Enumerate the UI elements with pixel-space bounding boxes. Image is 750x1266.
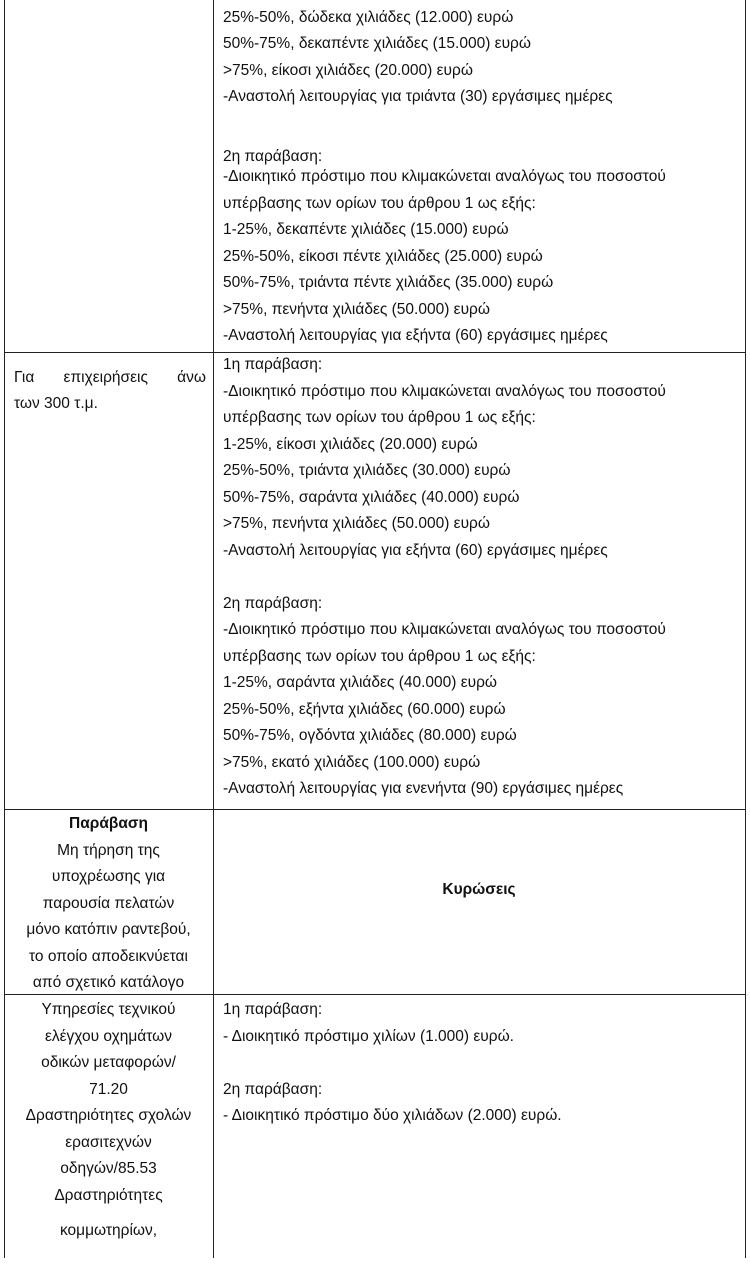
cell-line: 2η παράβαση: [223,1081,323,1098]
cell-line: 25%-50%, τριάντα χιλιάδες (30.000) ευρώ [223,462,511,479]
cell-line: υπέρβασης των ορίων του άρθρου 1 ως εξής: [223,409,536,426]
cell-line: 50%-75%, σαράντα χιλιάδες (40.000) ευρώ [223,489,520,506]
cell-line: 2η παράβαση: [223,595,323,612]
cell-line: -Αναστολή λειτουργίας για τριάντα (30) εργάσιμες ημέρες [223,88,613,105]
cell-line: 1-25%, δεκαπέντε χιλιάδες (15.000) ευρώ [223,221,509,238]
table-border-right [745,0,746,1258]
cell-line: - Διοικητικό πρόστιμο δύο χιλιάδων (2.000) ευρώ. [223,1107,562,1124]
sanctions-header: Κυρώσεις [442,881,516,898]
cell-line: το οποίο αποδεικνύεται [29,948,188,965]
cell-line: Για επιχειρήσεις άνω [14,369,206,386]
cell-line: >75%, πενήντα χιλιάδες (50.000) ευρώ [223,301,490,318]
cell-line: υπέρβασης των ορίων του άρθρου 1 ως εξής: [223,195,536,212]
cell-line: μόνο κατόπιν ραντεβού, [26,921,191,938]
cell-line: >75%, είκοσι χιλιάδες (20.000) ευρώ [223,62,473,79]
cell-line: υπέρβασης των ορίων του άρθρου 1 ως εξής: [223,648,536,665]
row-divider [4,352,746,353]
cell-line: ελέγχου οχημάτων [44,1028,173,1045]
cell-line: Υπηρεσίες τεχνικού [41,1001,176,1018]
cell-line: οδηγών/85.53 [60,1160,157,1177]
cell-line: των 300 τ.μ. [14,395,98,412]
row-divider [4,809,746,810]
cell-line: 25%-50%, είκοσι πέντε χιλιάδες (25.000) ευρώ [223,248,543,265]
cell-line: -Αναστολή λειτουργίας για εξήντα (60) εργάσιμες ημέρες [223,327,608,344]
cell-line: Δραστηριότητες σχολών [25,1107,192,1124]
cell-line: -Διοικητικό πρόστιμο που κλιμακώνεται αναλόγως του ποσοστού [223,168,666,185]
cell-line: -Διοικητικό πρόστιμο που κλιμακώνεται αναλόγως του ποσοστού [223,383,666,400]
cell-line: 2η παράβαση: [223,148,323,165]
cell-line: ερασιτεχνών [65,1134,152,1151]
cell-line: 1-25%, είκοσι χιλιάδες (20.000) ευρώ [223,436,478,453]
cell-line: 1-25%, σαράντα χιλιάδες (40.000) ευρώ [223,674,498,691]
cell-line: 50%-75%, ογδόντα χιλιάδες (80.000) ευρώ [223,727,517,744]
cell-line: 50%-75%, δεκαπέντε χιλιάδες (15.000) ευρώ [223,35,531,52]
table-divider-vertical [213,0,214,1258]
cell-line: -Αναστολή λειτουργίας για ενενήντα (90) εργάσιμες ημέρες [223,780,624,797]
cell-line: 25%-50%, εξήντα χιλιάδες (60.000) ευρώ [223,701,506,718]
cell-line: 25%-50%, δώδεκα χιλιάδες (12.000) ευρώ [223,9,514,26]
cell-line: 71.20 [89,1081,128,1098]
cell-line: 1η παράβαση: [223,356,323,373]
violation-header: Παράβαση [69,815,148,832]
cell-line: παρουσία πελατών [42,895,175,912]
cell-line: 50%-75%, τριάντα πέντε χιλιάδες (35.000) ευρώ [223,274,554,291]
cell-line: υποχρέωσης για [51,868,166,885]
cell-line: >75%, πενήντα χιλιάδες (50.000) ευρώ [223,515,490,532]
cell-line: κομμωτηρίων, [59,1222,158,1239]
cell-line: οδικών μεταφορών/ [41,1054,176,1071]
cell-line: - Διοικητικό πρόστιμο χιλίων (1.000) ευρώ. [223,1028,514,1045]
cell-line: -Αναστολή λειτουργίας για εξήντα (60) εργάσιμες ημέρες [223,542,608,559]
cell-line: >75%, εκατό χιλιάδες (100.000) ευρώ [223,754,481,771]
cell-line: Δραστηριότητες [54,1187,163,1204]
cell-line: -Διοικητικό πρόστιμο που κλιμακώνεται αναλόγως του ποσοστού [223,621,666,638]
cell-line: από σχετικό κατάλογο [32,974,185,991]
cell-line: 1η παράβαση: [223,1001,323,1018]
cell-line: Μη τήρηση της [57,842,160,859]
